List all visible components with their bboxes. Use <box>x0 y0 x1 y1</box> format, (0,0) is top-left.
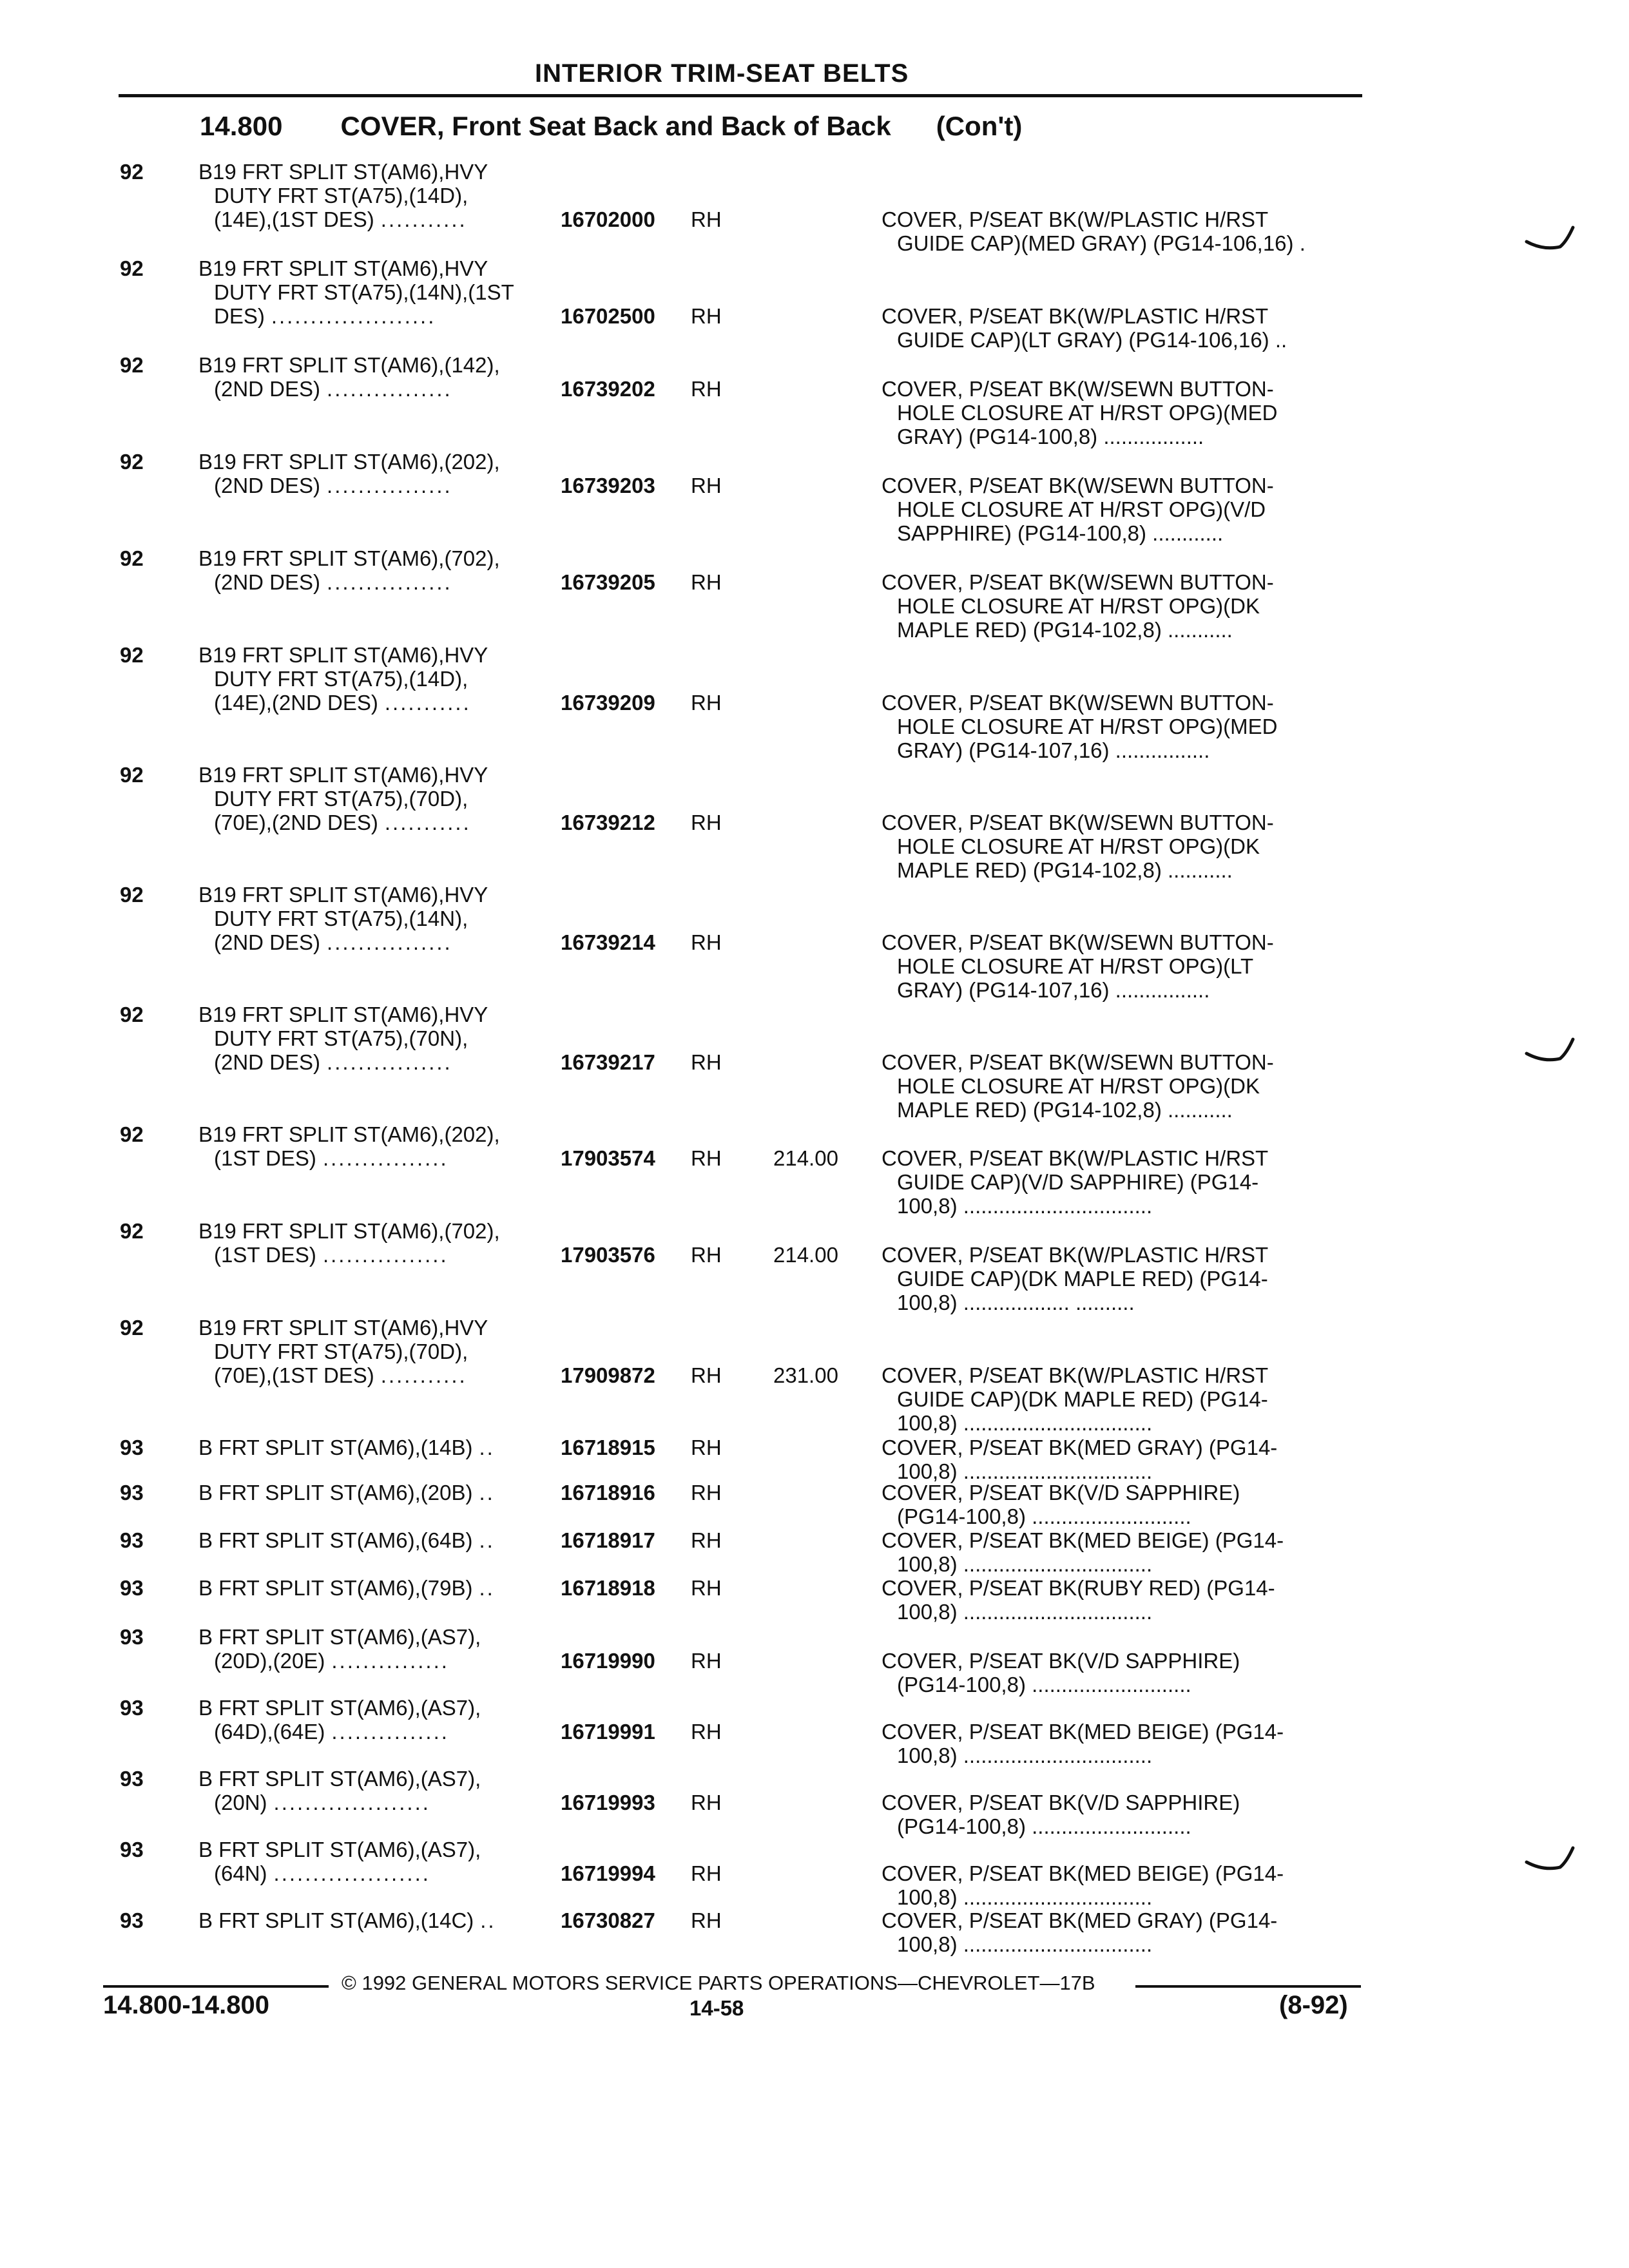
usage-description <box>198 353 559 401</box>
usage-description <box>198 763 559 834</box>
usage-line <box>198 907 559 930</box>
usage-text: DUTY FRT ST(A75),(14N), <box>214 907 468 930</box>
usage-text: DUTY FRT ST(A75),(14N),(1ST <box>214 280 514 304</box>
part-name-line: COVER, P/SEAT BK(W/PLASTIC H/RST <box>882 1146 1269 1170</box>
part-name-line: COVER, P/SEAT BK(W/SEWN BUTTON- <box>882 474 1274 497</box>
usage-line <box>198 1481 559 1504</box>
usage-text: B FRT SPLIT ST(AM6),(AS7), <box>198 1767 481 1791</box>
usage-text: DUTY FRT ST(A75),(70D), <box>214 787 468 811</box>
part-number: 16739202 <box>561 377 655 401</box>
usage-text: (64N) <box>214 1861 267 1885</box>
usage-line <box>198 207 559 231</box>
usage-description <box>198 1436 559 1459</box>
side-indicator: RH <box>691 811 722 834</box>
usage-text: (70E),(1ST DES) <box>214 1363 374 1387</box>
part-name <box>882 1528 1358 1576</box>
usage-line <box>198 1316 559 1340</box>
usage-line <box>198 450 559 474</box>
check-mark-icon <box>1524 1843 1576 1875</box>
usage-line <box>198 1146 559 1170</box>
side-indicator: RH <box>691 1363 722 1387</box>
usage-description <box>198 883 559 954</box>
part-name-line: COVER, P/SEAT BK(MED BEIGE) (PG14- <box>882 1528 1284 1552</box>
part-number: 17903574 <box>561 1146 655 1170</box>
section-title: COVER, Front Seat Back and Back of Back <box>340 111 891 141</box>
usage-line <box>198 1576 559 1600</box>
part-number: 16739212 <box>561 811 655 834</box>
usage-description <box>198 160 559 231</box>
usage-text: B19 FRT SPLIT ST(AM6),(202), <box>198 450 500 474</box>
footer-rule-left <box>103 1985 329 1988</box>
usage-text: (2ND DES) <box>214 1050 321 1074</box>
usage-line <box>198 256 559 280</box>
usage-line <box>198 474 559 497</box>
part-name-line: (PG14-100,8) ........................... <box>897 1814 1191 1838</box>
part-name <box>882 1363 1358 1435</box>
part-name-line: COVER, P/SEAT BK(MED BEIGE) (PG14- <box>882 1720 1284 1744</box>
usage-text: B FRT SPLIT ST(AM6),(14C) <box>198 1908 474 1932</box>
usage-text: B19 FRT SPLIT ST(AM6),HVY <box>198 763 488 787</box>
section-continued: (Con't) <box>936 111 1023 141</box>
usage-text: (64D),(64E) <box>214 1720 325 1744</box>
side-indicator: RH <box>691 1720 722 1744</box>
usage-text: DUTY FRT ST(A75),(14D), <box>214 667 468 691</box>
figure-number: 92 <box>120 1003 144 1026</box>
usage-text: (1ST DES) <box>214 1243 316 1267</box>
usage-line <box>198 763 559 787</box>
part-name-line: 100,8) ................................ <box>897 1885 1153 1909</box>
figure-number: 92 <box>120 160 144 184</box>
dot-leader: ........... <box>380 1363 467 1387</box>
part-number: 16739217 <box>561 1050 655 1074</box>
usage-line <box>198 1625 559 1649</box>
part-name-line: GRAY) (PG14-107,16) ................ <box>897 738 1210 762</box>
part-number: 16702500 <box>561 304 655 328</box>
part-name-line: 100,8) ................................ <box>897 1411 1153 1435</box>
usage-line <box>198 304 559 328</box>
usage-line <box>198 570 559 594</box>
dot-leader: ................ <box>327 474 452 497</box>
side-indicator: RH <box>691 1791 722 1814</box>
usage-text: (70E),(2ND DES) <box>214 811 378 834</box>
usage-text: B19 FRT SPLIT ST(AM6),(702), <box>198 1219 500 1243</box>
part-name <box>882 1146 1358 1218</box>
side-indicator: RH <box>691 570 722 594</box>
usage-line <box>198 1720 559 1744</box>
dot-leader: ........... <box>384 691 471 715</box>
part-name-line: (PG14-100,8) ........................... <box>897 1504 1191 1528</box>
part-name-line: HOLE CLOSURE AT H/RST OPG)(DK <box>897 834 1260 858</box>
part-name <box>882 1861 1358 1909</box>
usage-line <box>198 1219 559 1243</box>
usage-text: (2ND DES) <box>214 930 321 954</box>
footer-page-number: 14-58 <box>689 1996 744 2020</box>
side-indicator: RH <box>691 1243 722 1267</box>
usage-text: DES) <box>214 304 265 328</box>
part-number: 17909872 <box>561 1363 655 1387</box>
part-number: 16719990 <box>561 1649 655 1673</box>
part-name <box>882 474 1358 545</box>
usage-text: (20N) <box>214 1791 267 1814</box>
dot-leader: .. <box>479 1576 495 1600</box>
part-name-line: COVER, P/SEAT BK(W/SEWN BUTTON- <box>882 691 1274 715</box>
side-indicator: RH <box>691 1528 722 1552</box>
part-name-line: COVER, P/SEAT BK(W/PLASTIC H/RST <box>882 207 1269 231</box>
usage-description <box>198 1316 559 1387</box>
usage-line <box>198 377 559 401</box>
part-name-line: SAPPHIRE) (PG14-100,8) ............ <box>897 521 1224 545</box>
side-indicator: RH <box>691 1146 722 1170</box>
part-name-line: GUIDE CAP)(MED GRAY) (PG14-106,16) . <box>897 231 1306 255</box>
part-name-line: HOLE CLOSURE AT H/RST OPG)(V/D <box>897 497 1266 521</box>
check-mark-icon <box>1524 1034 1576 1066</box>
figure-number: 92 <box>120 883 144 907</box>
part-name-line: 100,8) ................................ <box>897 1744 1153 1767</box>
usage-line <box>198 787 559 811</box>
side-indicator: RH <box>691 930 722 954</box>
part-name <box>882 1243 1358 1314</box>
dot-leader: ................ <box>327 930 452 954</box>
footer-section-range: 14.800-14.800 <box>103 1991 270 2019</box>
part-name-line: GRAY) (PG14-107,16) ................ <box>897 978 1210 1002</box>
part-number: 16718916 <box>561 1481 655 1504</box>
part-name <box>882 1436 1358 1483</box>
section-number: 14.800 <box>200 111 283 141</box>
side-indicator: RH <box>691 377 722 401</box>
figure-number: 92 <box>120 546 144 570</box>
figure-number: 93 <box>120 1528 144 1552</box>
part-name-line: HOLE CLOSURE AT H/RST OPG)(LT <box>897 954 1254 978</box>
part-name <box>882 1720 1358 1767</box>
dot-leader: ............... <box>331 1720 449 1744</box>
dot-leader: ........... <box>380 207 467 231</box>
part-name-line: COVER, P/SEAT BK(V/D SAPPHIRE) <box>882 1791 1240 1814</box>
usage-description <box>198 1003 559 1074</box>
part-name-line: COVER, P/SEAT BK(W/SEWN BUTTON- <box>882 377 1274 401</box>
price: 231.00 <box>773 1363 838 1387</box>
usage-line <box>198 1649 559 1673</box>
part-name-line: COVER, P/SEAT BK(W/SEWN BUTTON- <box>882 930 1274 954</box>
side-indicator: RH <box>691 207 722 231</box>
figure-number: 93 <box>120 1767 144 1791</box>
part-name <box>882 570 1358 642</box>
usage-description <box>198 1122 559 1170</box>
part-name <box>882 1050 1358 1122</box>
usage-line <box>198 930 559 954</box>
part-name <box>882 1649 1358 1696</box>
usage-line <box>198 883 559 907</box>
price: 214.00 <box>773 1243 838 1267</box>
part-name-line: COVER, P/SEAT BK(V/D SAPPHIRE) <box>882 1649 1240 1673</box>
part-name <box>882 1791 1358 1838</box>
part-name-line: GUIDE CAP)(LT GRAY) (PG14-106,16) .. <box>897 328 1287 352</box>
usage-description <box>198 1696 559 1744</box>
side-indicator: RH <box>691 304 722 328</box>
figure-number: 93 <box>120 1625 144 1649</box>
check-mark-icon <box>1524 222 1576 255</box>
dot-leader: .. <box>480 1908 496 1932</box>
usage-text: (2ND DES) <box>214 474 321 497</box>
part-number: 16718917 <box>561 1528 655 1552</box>
part-name-line: MAPLE RED) (PG14-102,8) ........... <box>897 618 1233 642</box>
usage-line <box>198 353 559 377</box>
dot-leader: .. <box>479 1528 495 1552</box>
part-name-line: 100,8) ................................ <box>897 1932 1153 1956</box>
usage-text: B FRT SPLIT ST(AM6),(64B) <box>198 1528 473 1552</box>
part-name-line: 100,8) ................................ <box>897 1194 1153 1218</box>
usage-line <box>198 1050 559 1074</box>
usage-description <box>198 1838 559 1885</box>
usage-text: B FRT SPLIT ST(AM6),(AS7), <box>198 1696 481 1720</box>
part-name-line: COVER, P/SEAT BK(RUBY RED) (PG14- <box>882 1576 1275 1600</box>
part-name-line: COVER, P/SEAT BK(V/D SAPPHIRE) <box>882 1481 1240 1504</box>
usage-line <box>198 546 559 570</box>
part-name-line: COVER, P/SEAT BK(MED GRAY) (PG14- <box>882 1908 1278 1932</box>
usage-text: B19 FRT SPLIT ST(AM6),HVY <box>198 1003 488 1026</box>
part-name-line: COVER, P/SEAT BK(W/SEWN BUTTON- <box>882 1050 1274 1074</box>
usage-text: B19 FRT SPLIT ST(AM6),HVY <box>198 256 488 280</box>
usage-line <box>198 184 559 207</box>
usage-line <box>198 1243 559 1267</box>
part-name-line: MAPLE RED) (PG14-102,8) ........... <box>897 858 1233 882</box>
usage-line <box>198 160 559 184</box>
usage-text: B19 FRT SPLIT ST(AM6),HVY <box>198 160 488 184</box>
usage-line <box>198 1528 559 1552</box>
part-name-line: COVER, P/SEAT BK(MED GRAY) (PG14- <box>882 1436 1278 1459</box>
part-name-line: 100,8) .................. .......... <box>897 1291 1135 1314</box>
footer-rule-right <box>1135 1985 1361 1988</box>
usage-text: DUTY FRT ST(A75),(14D), <box>214 184 468 207</box>
usage-text: B19 FRT SPLIT ST(AM6),HVY <box>198 1316 488 1340</box>
part-number: 16719991 <box>561 1720 655 1744</box>
usage-line <box>198 280 559 304</box>
usage-text: (2ND DES) <box>214 377 321 401</box>
figure-number: 92 <box>120 763 144 787</box>
side-indicator: RH <box>691 1908 722 1932</box>
usage-text: B19 FRT SPLIT ST(AM6),HVY <box>198 883 488 907</box>
dot-leader: ................ <box>327 377 452 401</box>
usage-line <box>198 1363 559 1387</box>
side-indicator: RH <box>691 1436 722 1459</box>
part-name-line: COVER, P/SEAT BK(W/PLASTIC H/RST <box>882 1363 1269 1387</box>
side-indicator: RH <box>691 1861 722 1885</box>
figure-number: 92 <box>120 256 144 280</box>
dot-leader: .. <box>479 1436 495 1459</box>
usage-line <box>198 811 559 834</box>
usage-line <box>198 667 559 691</box>
dot-leader: ................ <box>322 1243 448 1267</box>
part-name <box>882 811 1358 882</box>
usage-description <box>198 1908 559 1932</box>
figure-number: 92 <box>120 450 144 474</box>
part-name-line: COVER, P/SEAT BK(MED BEIGE) (PG14- <box>882 1861 1284 1885</box>
usage-text: B19 FRT SPLIT ST(AM6),(142), <box>198 353 500 377</box>
part-name-line: 100,8) ................................ <box>897 1600 1153 1624</box>
part-name-line: HOLE CLOSURE AT H/RST OPG)(MED <box>897 401 1278 425</box>
usage-text: B19 FRT SPLIT ST(AM6),(702), <box>198 546 500 570</box>
dot-leader: ................ <box>327 570 452 594</box>
part-name-line: COVER, P/SEAT BK(W/PLASTIC H/RST <box>882 1243 1269 1267</box>
part-name-line: GUIDE CAP)(V/D SAPPHIRE) (PG14- <box>897 1170 1259 1194</box>
usage-description <box>198 256 559 328</box>
footer-date-code: (8-92) <box>1279 1991 1348 2019</box>
figure-number: 93 <box>120 1481 144 1504</box>
usage-text: (20D),(20E) <box>214 1649 325 1673</box>
usage-line <box>198 1838 559 1861</box>
figure-number: 92 <box>120 643 144 667</box>
part-name-line: HOLE CLOSURE AT H/RST OPG)(MED <box>897 715 1278 738</box>
usage-text: B19 FRT SPLIT ST(AM6),(202), <box>198 1122 500 1146</box>
part-name-line: GUIDE CAP)(DK MAPLE RED) (PG14- <box>897 1387 1268 1411</box>
part-number: 16719994 <box>561 1861 655 1885</box>
figure-number: 92 <box>120 1219 144 1243</box>
part-name-line: HOLE CLOSURE AT H/RST OPG)(DK <box>897 1074 1260 1098</box>
part-name <box>882 1908 1358 1956</box>
usage-description <box>198 1576 559 1600</box>
part-name-line: COVER, P/SEAT BK(W/SEWN BUTTON- <box>882 570 1274 594</box>
side-indicator: RH <box>691 474 722 497</box>
part-number: 16739205 <box>561 570 655 594</box>
dot-leader: ..................... <box>271 304 436 328</box>
figure-number: 93 <box>120 1436 144 1459</box>
usage-line <box>198 1696 559 1720</box>
usage-text: B FRT SPLIT ST(AM6),(20B) <box>198 1481 473 1504</box>
usage-text: B19 FRT SPLIT ST(AM6),HVY <box>198 643 488 667</box>
usage-line <box>198 1003 559 1026</box>
part-number: 16719993 <box>561 1791 655 1814</box>
part-number: 16730827 <box>561 1908 655 1932</box>
side-indicator: RH <box>691 1050 722 1074</box>
usage-line <box>198 1122 559 1146</box>
usage-description <box>198 450 559 497</box>
usage-line <box>198 643 559 667</box>
dot-leader: .................... <box>273 1791 430 1814</box>
part-name-line: COVER, P/SEAT BK(W/PLASTIC H/RST <box>882 304 1269 328</box>
usage-description <box>198 546 559 594</box>
usage-line <box>198 1908 559 1932</box>
part-number: 16739214 <box>561 930 655 954</box>
part-number: 16718915 <box>561 1436 655 1459</box>
part-number: 17903576 <box>561 1243 655 1267</box>
figure-number: 92 <box>120 1316 144 1340</box>
usage-text: B FRT SPLIT ST(AM6),(AS7), <box>198 1625 481 1649</box>
part-name-line: MAPLE RED) (PG14-102,8) ........... <box>897 1098 1233 1122</box>
usage-description <box>198 1625 559 1673</box>
side-indicator: RH <box>691 1649 722 1673</box>
usage-text: B FRT SPLIT ST(AM6),(14B) <box>198 1436 473 1459</box>
figure-number: 92 <box>120 1122 144 1146</box>
figure-number: 93 <box>120 1908 144 1932</box>
side-indicator: RH <box>691 1576 722 1600</box>
page-header: INTERIOR TRIM-SEAT BELTS <box>535 59 909 88</box>
usage-line <box>198 1436 559 1459</box>
dot-leader: .. <box>479 1481 495 1504</box>
footer-copyright: © 1992 GENERAL MOTORS SERVICE PARTS OPERATIONS—CHEVROLET—17B <box>342 1972 1095 1994</box>
part-name-line: (PG14-100,8) ........................... <box>897 1673 1191 1696</box>
side-indicator: RH <box>691 1481 722 1504</box>
usage-text: (14E),(2ND DES) <box>214 691 378 715</box>
usage-description <box>198 1481 559 1504</box>
dot-leader: ............... <box>331 1649 449 1673</box>
part-name-line: 100,8) ................................ <box>897 1459 1153 1483</box>
dot-leader: ................ <box>327 1050 452 1074</box>
figure-number: 93 <box>120 1696 144 1720</box>
usage-line <box>198 691 559 715</box>
usage-description <box>198 1528 559 1552</box>
usage-text: (1ST DES) <box>214 1146 316 1170</box>
figure-number: 93 <box>120 1576 144 1600</box>
dot-leader: ........... <box>384 811 471 834</box>
usage-line <box>198 1026 559 1050</box>
usage-text: B FRT SPLIT ST(AM6),(79B) <box>198 1576 473 1600</box>
part-name <box>882 1481 1358 1528</box>
part-name <box>882 1576 1358 1624</box>
part-name-line: COVER, P/SEAT BK(W/SEWN BUTTON- <box>882 811 1274 834</box>
part-number: 16739209 <box>561 691 655 715</box>
part-name-line: HOLE CLOSURE AT H/RST OPG)(DK <box>897 594 1260 618</box>
part-name <box>882 691 1358 762</box>
usage-description <box>198 643 559 715</box>
part-name-line: 100,8) ................................ <box>897 1552 1153 1576</box>
part-name <box>882 207 1358 255</box>
usage-line <box>198 1340 559 1363</box>
part-number: 16702000 <box>561 207 655 231</box>
usage-text: (2ND DES) <box>214 570 321 594</box>
usage-line <box>198 1791 559 1814</box>
figure-number: 93 <box>120 1838 144 1861</box>
part-number: 16739203 <box>561 474 655 497</box>
dot-leader: ................ <box>322 1146 448 1170</box>
price: 214.00 <box>773 1146 838 1170</box>
usage-text: DUTY FRT ST(A75),(70D), <box>214 1340 468 1363</box>
part-name-line: GUIDE CAP)(DK MAPLE RED) (PG14- <box>897 1267 1268 1291</box>
dot-leader: .................... <box>273 1861 430 1885</box>
usage-line <box>198 1767 559 1791</box>
side-indicator: RH <box>691 691 722 715</box>
usage-description <box>198 1219 559 1267</box>
figure-number: 92 <box>120 353 144 377</box>
part-number: 16718918 <box>561 1576 655 1600</box>
usage-text: (14E),(1ST DES) <box>214 207 374 231</box>
usage-description <box>198 1767 559 1814</box>
part-name-line: GRAY) (PG14-100,8) ................. <box>897 425 1204 448</box>
part-name <box>882 930 1358 1002</box>
usage-line <box>198 1861 559 1885</box>
part-name <box>882 377 1358 448</box>
usage-text: B FRT SPLIT ST(AM6),(AS7), <box>198 1838 481 1861</box>
usage-text: DUTY FRT ST(A75),(70N), <box>214 1026 468 1050</box>
part-name <box>882 304 1358 352</box>
